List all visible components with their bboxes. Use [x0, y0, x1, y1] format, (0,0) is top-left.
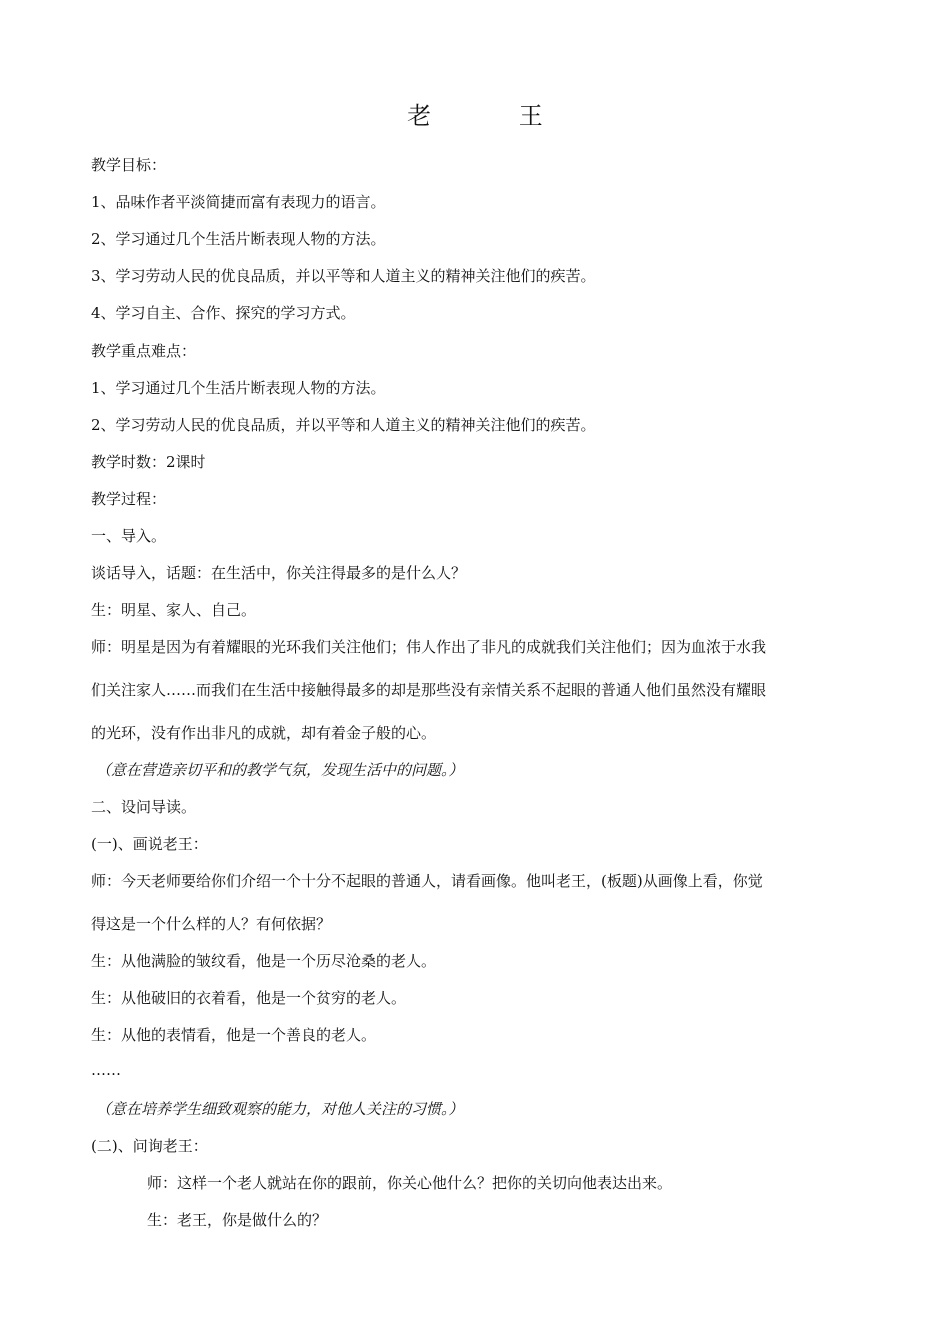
objective-item: 4、学习自主、合作、探究的学习方式。 [91, 304, 356, 322]
dialogue-line: 生：老王，你是做什么的？ [147, 1211, 328, 1229]
teaching-hours: 教学时数：2课时 [91, 453, 206, 471]
teaching-note: （意在营造亲切平和的教学气氛，发现生活中的问题。） [96, 761, 464, 779]
dialogue-line: 的光环，没有作出非凡的成就，却有着金子般的心。 [91, 724, 437, 742]
subsection-heading: (二)、问询老王： [91, 1137, 208, 1155]
dialogue-line: 师：明星是因为有着耀眼的光环我们关注他们；伟人作出了非凡的成就我们关注他们；因为血浓于水我 [91, 638, 767, 656]
dialogue-line: 师：今天老师要给你们介绍一个十分不起眼的普通人，请看画像。他叫老王，(板题)从画像上看，你觉 [91, 872, 763, 890]
dialogue-line: 生：从他满脸的皱纹看，他是一个历尽沧桑的老人。 [91, 952, 437, 970]
objectives-heading: 教学目标： [91, 156, 167, 174]
objective-item: 3、学习劳动人民的优良品质，并以平等和人道主义的精神关注他们的疾苦。 [91, 267, 596, 285]
dialogue-line: 谈话导入，话题：在生活中，你关注得最多的是什么人？ [91, 564, 467, 582]
process-heading: 教学过程： [91, 490, 167, 508]
dialogue-line: 们关注家人……而我们在生活中接触得最多的却是那些没有亲情关系不起眼的普通人他们虽然没有耀眼 [91, 681, 767, 699]
section-heading: 一、导入。 [91, 527, 167, 545]
key-point-item: 1、学习通过几个生活片断表现人物的方法。 [91, 379, 386, 397]
key-point-item: 2、学习劳动人民的优良品质，并以平等和人道主义的精神关注他们的疾苦。 [91, 416, 596, 434]
ellipsis: …… [91, 1061, 121, 1079]
section-heading: 二、设问导读。 [91, 798, 197, 816]
subsection-heading: (一)、画说老王： [91, 835, 208, 853]
objective-item: 2、学习通过几个生活片断表现人物的方法。 [91, 230, 386, 248]
dialogue-line: 生：从他的表情看，他是一个善良的老人。 [91, 1026, 377, 1044]
dialogue-line: 生：从他破旧的衣着看，他是一个贫穷的老人。 [91, 989, 407, 1007]
key-points-heading: 教学重点难点： [91, 342, 197, 360]
page-title: 老 王 [407, 102, 583, 130]
teaching-note: （意在培养学生细致观察的能力，对他人关注的习惯。） [96, 1100, 464, 1118]
dialogue-line: 师：这样一个老人就站在你的跟前，你关心他什么？把你的关切向他表达出来。 [147, 1174, 673, 1192]
dialogue-line: 得这是一个什么样的人？有何依据？ [91, 915, 332, 933]
dialogue-line: 生：明星、家人、自己。 [91, 601, 257, 619]
objective-item: 1、品味作者平淡简捷而富有表现力的语言。 [91, 193, 386, 211]
